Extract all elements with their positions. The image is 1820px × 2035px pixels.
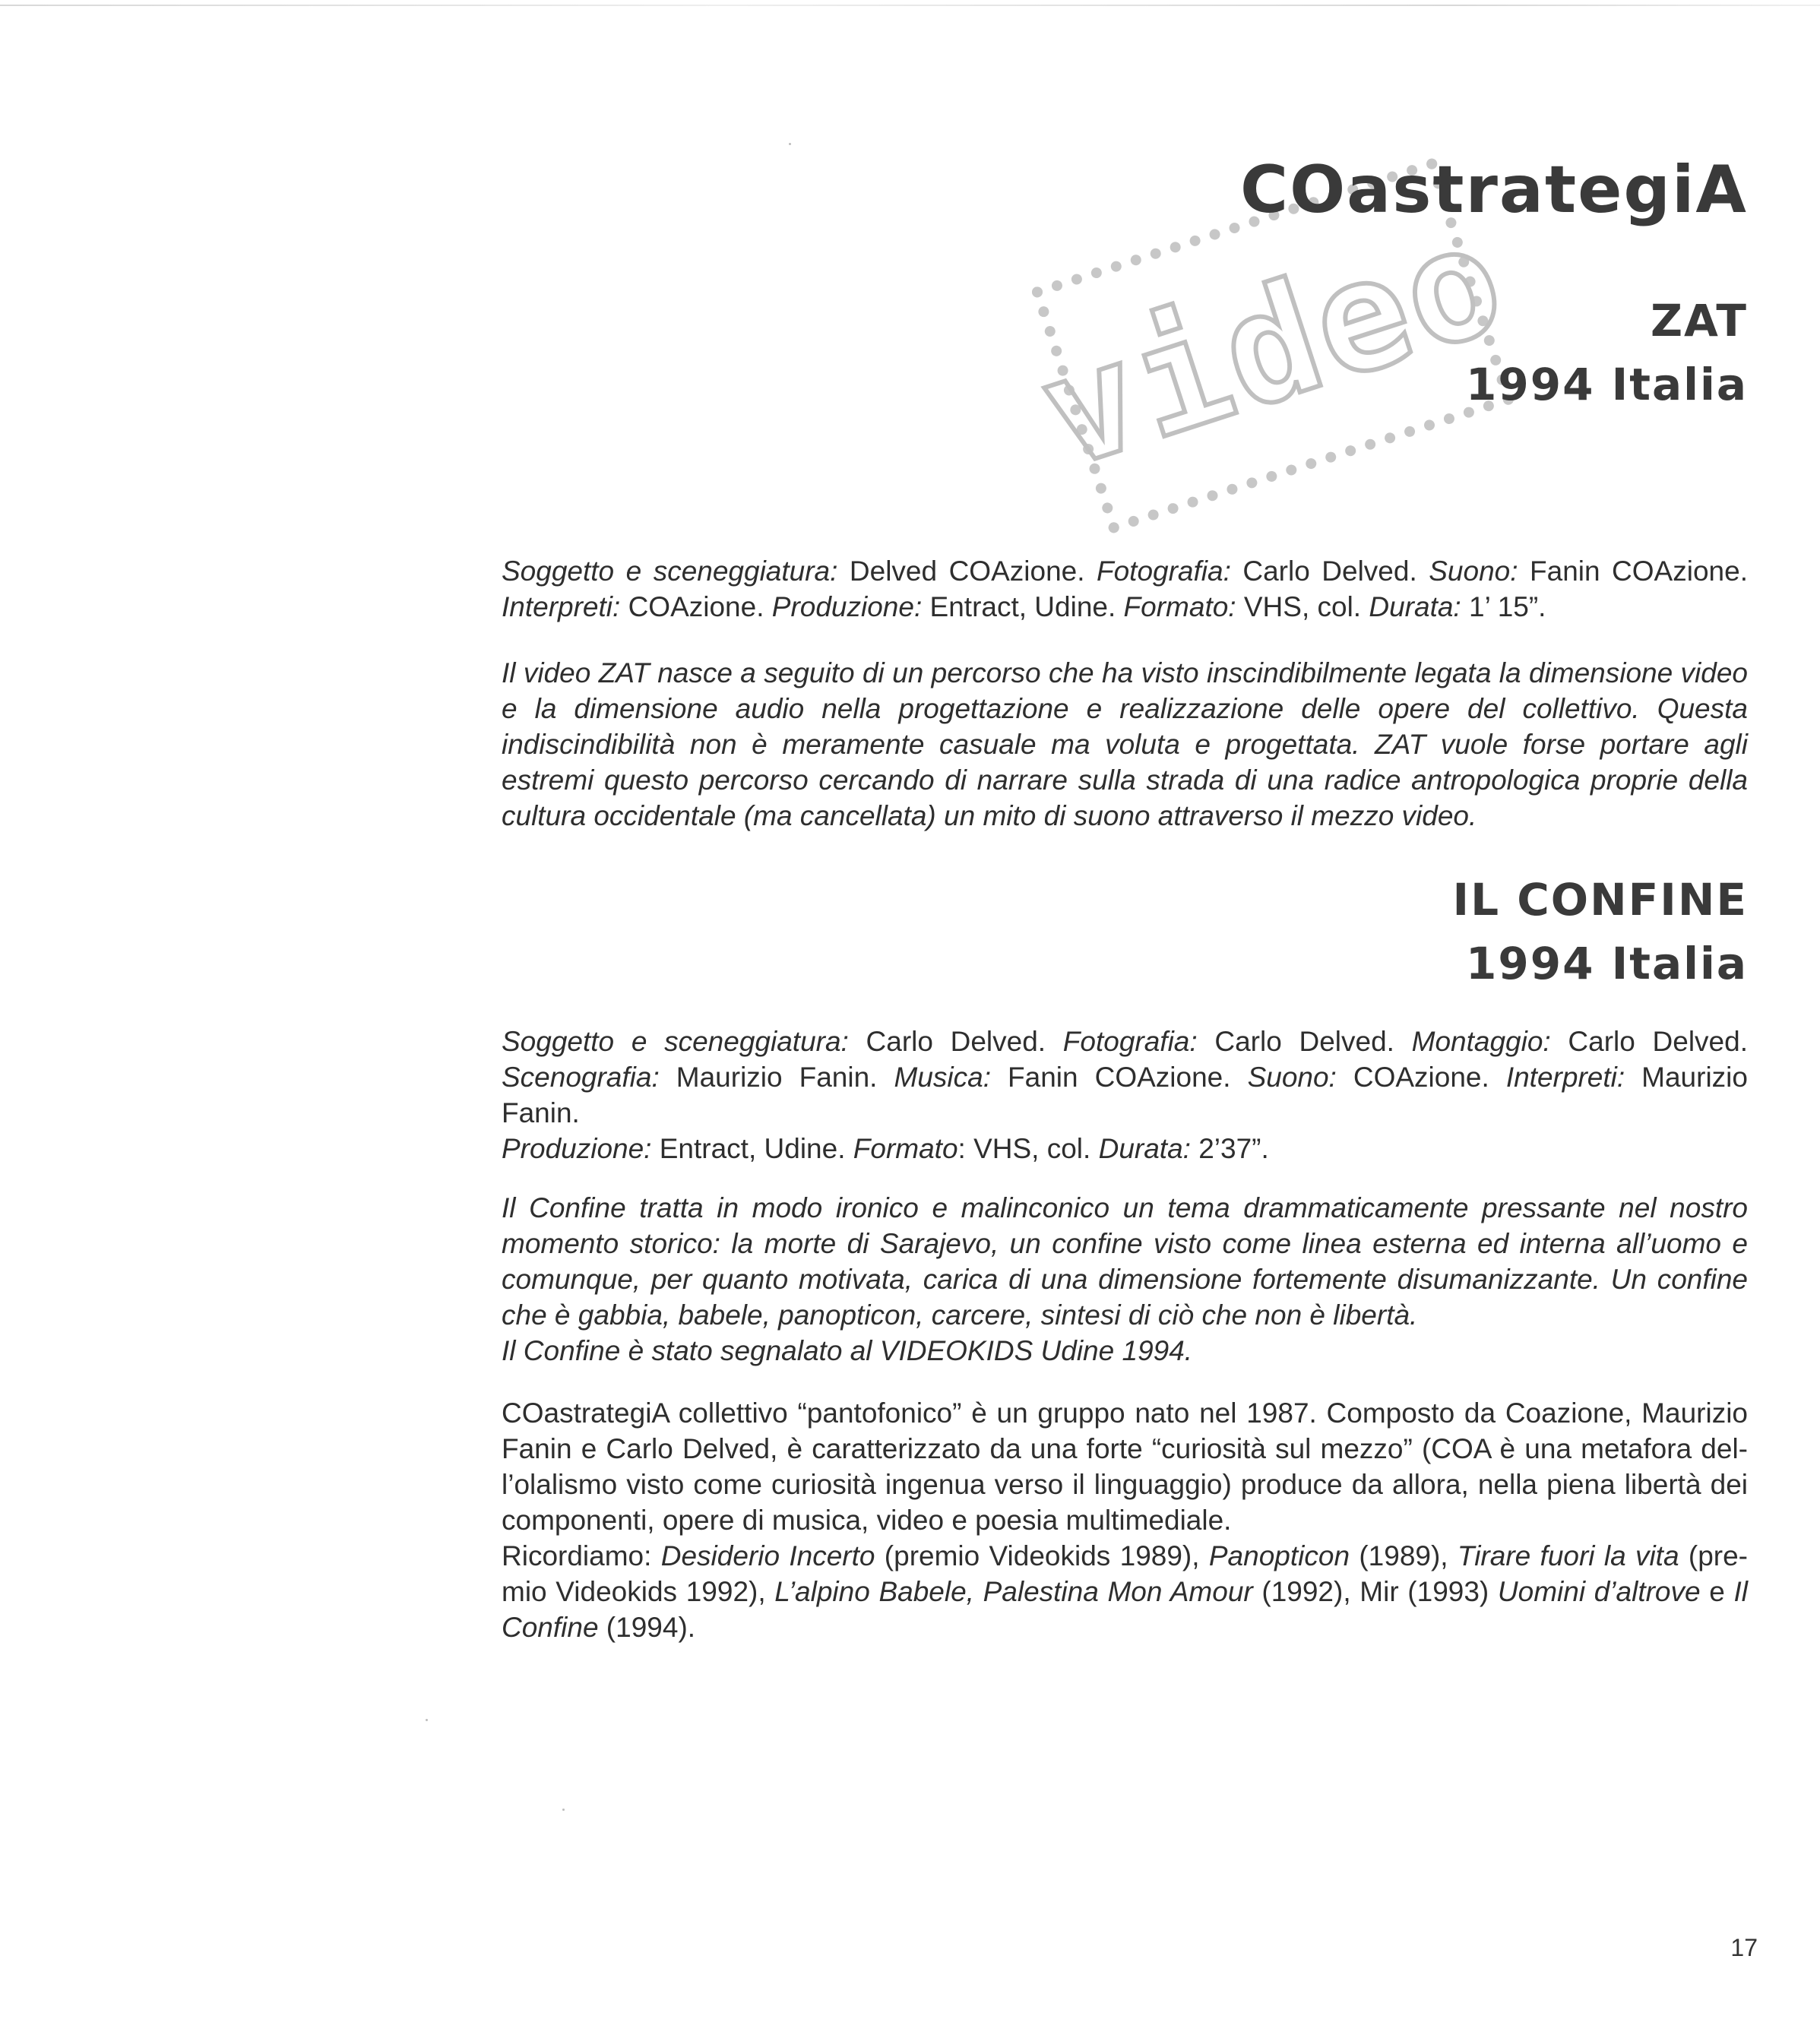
work-text: (1992), Mir (1993) [1252,1576,1498,1607]
credit-label: Fotografia: [1097,555,1231,587]
work-title: Panopticon [1208,1540,1350,1571]
credit-label: Formato: [1123,591,1236,622]
credit-value: Carlo Delved. [1550,1026,1748,1057]
work-text: e [1700,1576,1734,1607]
credits-line [502,1024,1748,1131]
credit-value: COAzione. [620,591,772,622]
bio-paragraph: COastrategiA collettivo “pantofonico” è un gruppo nato nel 1987. Composto da Coazione, Maurizio Fanin e Carlo Delved, è caratterizzato da una forte “curiosità sul mezzo” (COA è una metafora del-l’olalismo visto come curiosità ingenua verso il linguaggio) produce da allora, nella piena libertà dei componenti, opere di musica, video e poesia multimediale. [502,1397,1748,1536]
section-heading-confine [1452,868,1748,995]
credit-value: Carlo Delved. [1197,1026,1412,1057]
credit-value: Delved COAzione. [837,555,1097,587]
credit-label: Musica: [894,1062,991,1093]
scan-edge-line [0,5,1820,6]
bio-works [502,1538,1748,1645]
section-heading-zat [1466,289,1748,416]
work-title: Tirare fuori la vita [1457,1540,1679,1571]
work-title: Il Confine [502,1576,1748,1643]
scan-speck [789,143,791,145]
credit-value: VHS, col. [1236,591,1369,622]
credit-value: Fanin COAzione. [1518,555,1748,587]
work-title: L’alpino Babele, Palestina Mon Amour [774,1576,1253,1607]
description-confine [502,1190,1748,1369]
credit-label: Suono: [1247,1062,1337,1093]
description-zat [502,655,1748,834]
stamp-text: video [1021,188,1525,503]
work-title: Uomini d’altrove [1497,1576,1701,1607]
credit-label: Soggetto e sceneggiatura: [502,555,838,587]
credit-value: Entract, Udine. [651,1133,853,1164]
work-text: (1994). [598,1612,696,1643]
credit-value: Entract, Udine. [922,591,1124,622]
credit-value: Carlo Delved. [1230,555,1429,587]
work-text: (premio Videokids 1989), [875,1540,1209,1571]
credit-value: Maurizio Fanin. [659,1062,894,1093]
section-subtitle: 1994 Italia [1466,359,1748,410]
credit-value: COAzione. [1336,1062,1506,1093]
credit-label: Durata: [1369,591,1461,622]
work-title: Desiderio Incerto [660,1540,875,1571]
section-title: IL CONFINE [1452,874,1748,926]
credit-label: Scenografia: [502,1062,660,1093]
credits-line [502,553,1748,625]
description-text: Il Confine tratta in modo ironico e malinconico un tema drammaticamente pressante nel nostro momento storico: la morte di Sarajevo, un confine visto come linea esterna ed interna all’uomo e comunque, per quanto motivata, carica di una dimensione fortemente disumanizzante. Un confine che è gabbia, babele, panopticon, carcere, sintesi di ciò che non è libertà. [502,1192,1748,1331]
credit-value: 1’ 15”. [1461,591,1546,622]
work-text: Ricordiamo: [502,1540,661,1571]
scan-speck [426,1719,428,1721]
page-title: COastrategiA [1239,152,1748,228]
credits-line [502,1131,1748,1166]
credit-value: Fanin COAzione. [990,1062,1248,1093]
credits-confine [502,1024,1748,1166]
work-text: (1989), [1350,1540,1458,1571]
credit-label: Fotografia: [1062,1026,1198,1057]
credit-label: Soggetto e sceneggiatura: [502,1026,849,1057]
credit-label: Interpreti: [502,591,621,622]
credits-zat [502,553,1748,625]
credit-label: Produzione: [502,1133,652,1164]
scan-speck [562,1809,565,1811]
section-title: ZAT [1650,295,1748,347]
page-number: 17 [1730,1934,1758,1961]
credit-label: Produzione: [771,591,923,622]
credit-label: Montaggio: [1411,1026,1551,1057]
credit-value: : VHS, col. [957,1133,1099,1164]
credit-value: Carlo Delved. [848,1026,1063,1057]
credit-label: Durata: [1098,1133,1191,1164]
credit-label: Interpreti: [1505,1062,1625,1093]
credit-label: Formato [853,1133,958,1164]
description-text: Il video ZAT nasce a seguito di un percorso che ha visto inscindibilmente legata la dimensione video e la dimensione audio nella progettazione e realizzazione delle opere del collettivo. Questa indiscindibilità non è meramente casuale ma voluta e progettata. ZAT vuole forse portare agli estremi questo percorso cercando di narrare sulla strada di una radice antropologica proprie della cultura occidentale (ma cancellata) un mito di suono attraverso il mezzo video. [502,657,1748,831]
section-subtitle: 1994 Italia [1466,938,1748,989]
festival-note: Il Confine è stato segnalato al VIDEOKIDS Udine 1994. [502,1335,1193,1366]
credit-label: Suono: [1429,555,1518,587]
work-text: (pre-mio Videokids 1992), [502,1540,1748,1607]
credit-value: Maurizio Fanin. [502,1062,1748,1128]
credit-value: 2’37”. [1190,1133,1269,1164]
collective-bio [502,1395,1748,1645]
